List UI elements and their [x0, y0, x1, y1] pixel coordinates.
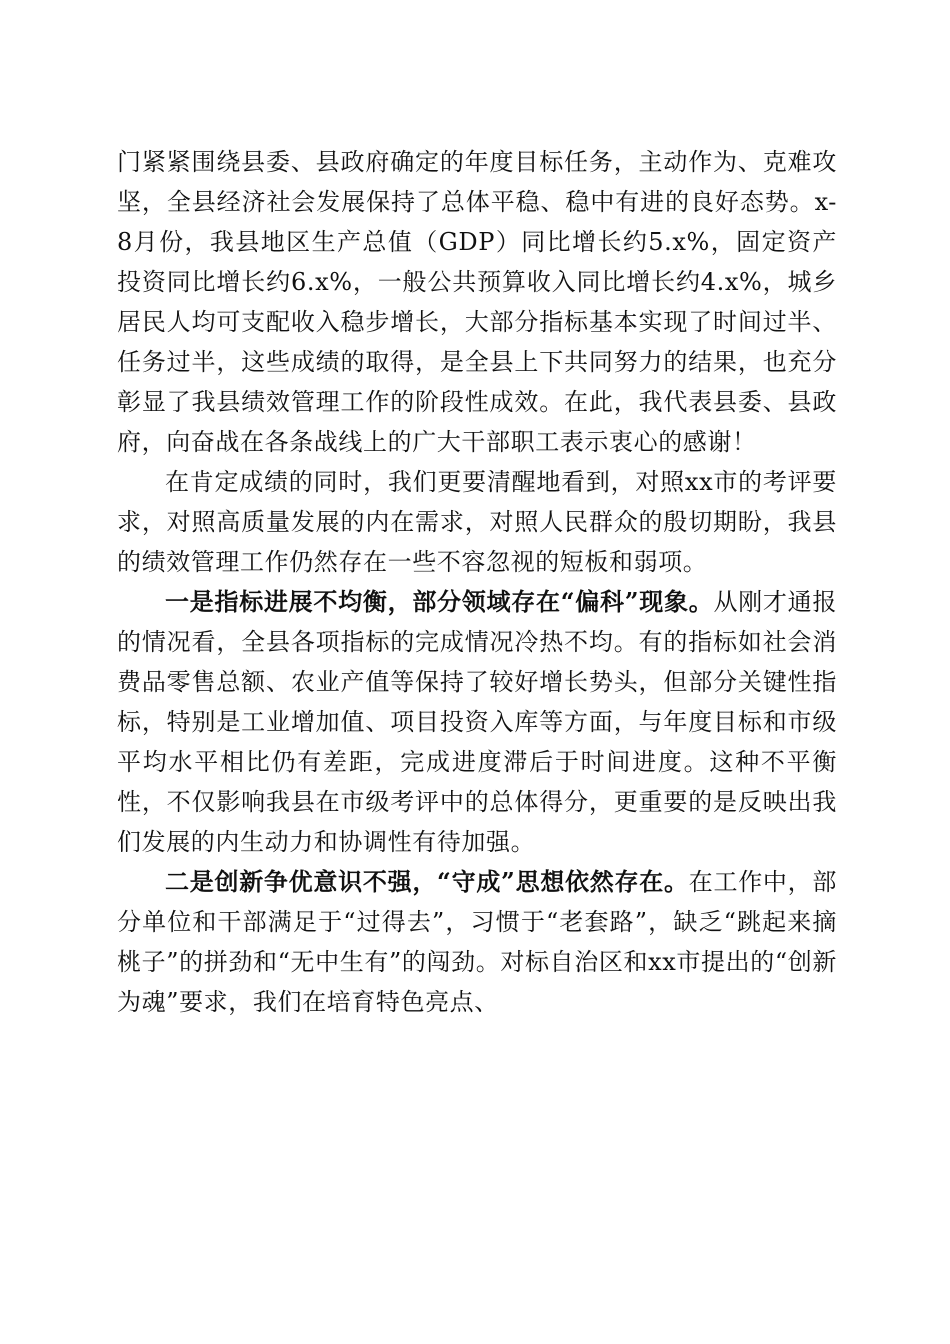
paragraph-point-two: [117, 862, 837, 1022]
paragraph-text: 在肯定成绩的同时，我们更要清醒地看到，对照xx市的考评要求，对照高质量发展的内在需求，对照人民群众的殷切期盼，我县的绩效管理工作仍然存在一些不容忽视的短板和弱项。: [117, 468, 837, 576]
paragraph-achievements: [117, 142, 837, 462]
point-heading: 一是指标进展不均衡，部分领域存在“偏科”现象。: [165, 587, 714, 616]
paragraph-text: 门紧紧围绕县委、县政府确定的年度目标任务，主动作为、克难攻坚，全县经济社会发展保持了总体平稳、稳中有进的良好态势。x-8月份，我县地区生产总值（GDP）同比增长约5.x%，固定资产投资同比增长约6.x%，一般公共预算收入同比增长约4.x%，城乡居民人均可支配收入稳步增长，大部分指标基本实现了时间过半、任务过半，这些成绩的取得，是全县上下共同努力的结果，也充分彰显了我县绩效管理工作的阶段性成效。在此，我代表县委、县政府，向奋战在各条战线上的广大干部职工表示衷心的感谢！: [117, 148, 837, 456]
point-heading: 二是创新争优意识不强，“守成”思想依然存在。: [165, 867, 689, 896]
paragraph-text: 从刚才通报的情况看，全县各项指标的完成情况冷热不均。有的指标如社会消费品零售总额、农业产值等保持了较好增长势头，但部分关键性指标，特别是工业增加值、项目投资入库等方面，与年度目标和市级平均水平相比仍有差距，完成进度滞后于时间进度。这种不平衡性，不仅影响我县在市级考评中的总体得分，更重要的是反映出我们发展的内生动力和协调性有待加强。: [117, 588, 837, 856]
document-body: [117, 142, 837, 1022]
paragraph-point-one: [117, 582, 837, 862]
paragraph-shortcomings-intro: [117, 462, 837, 582]
paragraph-text: 在工作中，部分单位和干部满足于“过得去”，习惯于“老套路”，缺乏“跳起来摘桃子”的拼劲和“无中生有”的闯劲。对标自治区和xx市提出的“创新为魂”要求，我们在培育特色亮点、: [117, 868, 837, 1016]
